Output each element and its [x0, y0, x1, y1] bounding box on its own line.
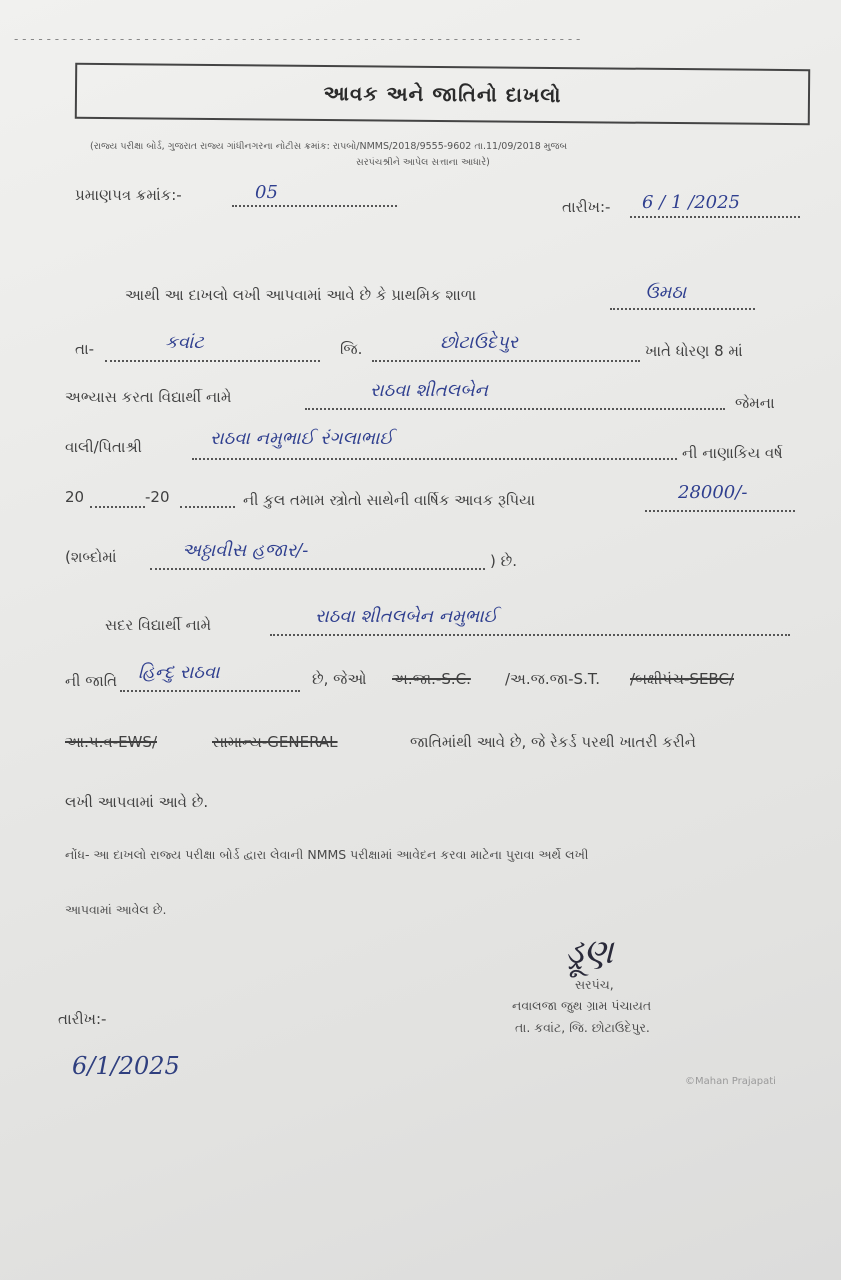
corner-marks: - - - - - - - - - - - - - - - - - - - - - - - - - - - - - - - - - - - - - - - - - - - - - - - - - - - - - - - - - - - - - - - - - - - - - -: [14, 32, 581, 46]
taluka-dotline: [105, 360, 320, 362]
page-title: આવક અને જાતિનો દાખલો: [323, 80, 562, 108]
subtitle-line-2: સરપંચશ્રીને આપેલ સત્તાના આધારે): [356, 157, 490, 168]
signature-mark: ડ્રૂણ: [565, 932, 614, 972]
year-to: -20: [145, 488, 170, 506]
footer-date-label: તારીખ:-: [58, 1010, 107, 1028]
note-line-1: નોંધ- આ દાખલો રાજ્ય પરીક્ષા બોર્ડ દ્વારા લેવાની NMMS પરીક્ષામાં આવેદન કરવા માટેના પુરાવા અર્થે લખી: [65, 847, 589, 862]
taluka-value: કવાંટ: [165, 332, 204, 353]
said-student-dotline: [270, 634, 790, 636]
sarpanch-place: તા. કવાંટ, જિ. છોટાઉદેપુર.: [515, 1020, 650, 1035]
note-line-2: આપવામાં આવેલ છે.: [65, 902, 167, 917]
school-dotline: [610, 308, 755, 310]
std-text: ખાતે ધોરણ 8 માં: [645, 342, 743, 360]
income-dotline: [645, 510, 795, 512]
said-student-label: સદર વિદ્યાર્થી નામે: [105, 616, 212, 634]
sarpanch-village: નવાલજા જુથ ગ્રામ પંચાયત: [512, 998, 652, 1013]
words-value: અઠ્ઠાવીસ હજાર/-: [182, 540, 309, 561]
taluka-label: તા-: [75, 340, 95, 358]
caste-dotline: [120, 690, 300, 692]
student-value: રાઠવા શીતલબેન: [370, 380, 488, 401]
jemna-text: જેમના: [735, 394, 775, 412]
caste-value: હિન્દુ રાઠવા: [138, 662, 220, 683]
year-from-dotline: [90, 506, 145, 508]
caste-mid: છે, જેઓ: [312, 670, 367, 688]
caste-option-sebc: /બક્ષીપંચ-SEBC/: [630, 670, 734, 688]
district-dotline: [372, 360, 640, 362]
cert-no-value: 05: [255, 182, 278, 203]
watermark: ©Mahan Prajapati: [685, 1076, 776, 1087]
caste-option-st: /અ.જ.જા-S.T.: [505, 670, 600, 688]
school-value: ઉમઠા: [645, 282, 687, 303]
said-student-value: રાઠવા શીતલબેન નમુભાઈ: [315, 606, 498, 627]
parent-dotline: [192, 458, 677, 460]
caste-tail: જાતિમાંથી આવે છે, જે રેકર્ડ પરથી ખાતરી કરીને: [410, 733, 696, 751]
parent-label: વાલી/પિતાશ્રી: [65, 438, 142, 456]
cert-no-dotline: [232, 205, 397, 207]
income-text: ની કુલ તમામ સ્ત્રોતો સાથેની વાર્ષિક આવક રૂપિયા: [243, 491, 536, 509]
sarpanch-label: સરપંચ,: [575, 977, 614, 992]
year-to-dotline: [180, 506, 235, 508]
footer-date-value: 6/1/2025: [72, 1052, 180, 1080]
words-label: (શબ્દોમાં: [65, 548, 117, 566]
caste-end: લખી આપવામાં આવે છે.: [65, 793, 209, 811]
student-dotline: [305, 408, 725, 410]
income-value: 28000/-: [678, 482, 748, 503]
intro-text: આથી આ દાખલો લખી આપવામાં આવે છે કે પ્રાથમિક શાળા: [125, 286, 477, 304]
date-value: 6 / 1 /2025: [642, 192, 741, 213]
title-box: [75, 63, 810, 125]
year-from: 20: [65, 488, 85, 506]
district-value: છોટાઉદેપુર: [440, 332, 518, 353]
subtitle-line-1: (રાજ્ય પરીક્ષા બોર્ડ, ગુજરાત રાજ્ય ગાંધીનગરના નોટીસ ક્રમાંક: રાપબો/NMMS/2018/9555-9602 તા.11/09/2018 મુજબ: [90, 141, 568, 152]
district-label: જિ.: [340, 340, 363, 358]
caste-option-sc: અ.જા.-S.C.: [392, 670, 471, 688]
words-dotline: [150, 568, 485, 570]
date-dotline: [630, 216, 800, 218]
caste-label: ની જાતિ: [65, 672, 118, 690]
fy-text: ની નાણાકિય વર્ષ: [682, 444, 783, 462]
caste-option-general: સામાન્ય-GENERAL: [212, 733, 338, 751]
study-text: અભ્યાસ કરતા વિદ્યાર્થી નામે: [65, 388, 232, 406]
caste-option-ews: આ.પ.વ-EWS/: [65, 733, 157, 751]
cert-no-label: પ્રમાણપત્ર ક્રમાંક:-: [75, 186, 182, 204]
date-label: તારીખ:-: [562, 198, 611, 216]
words-end: ) છે.: [490, 552, 517, 570]
parent-value: રાઠવા નમુભાઈ રંગલાભાઈ: [210, 428, 394, 449]
